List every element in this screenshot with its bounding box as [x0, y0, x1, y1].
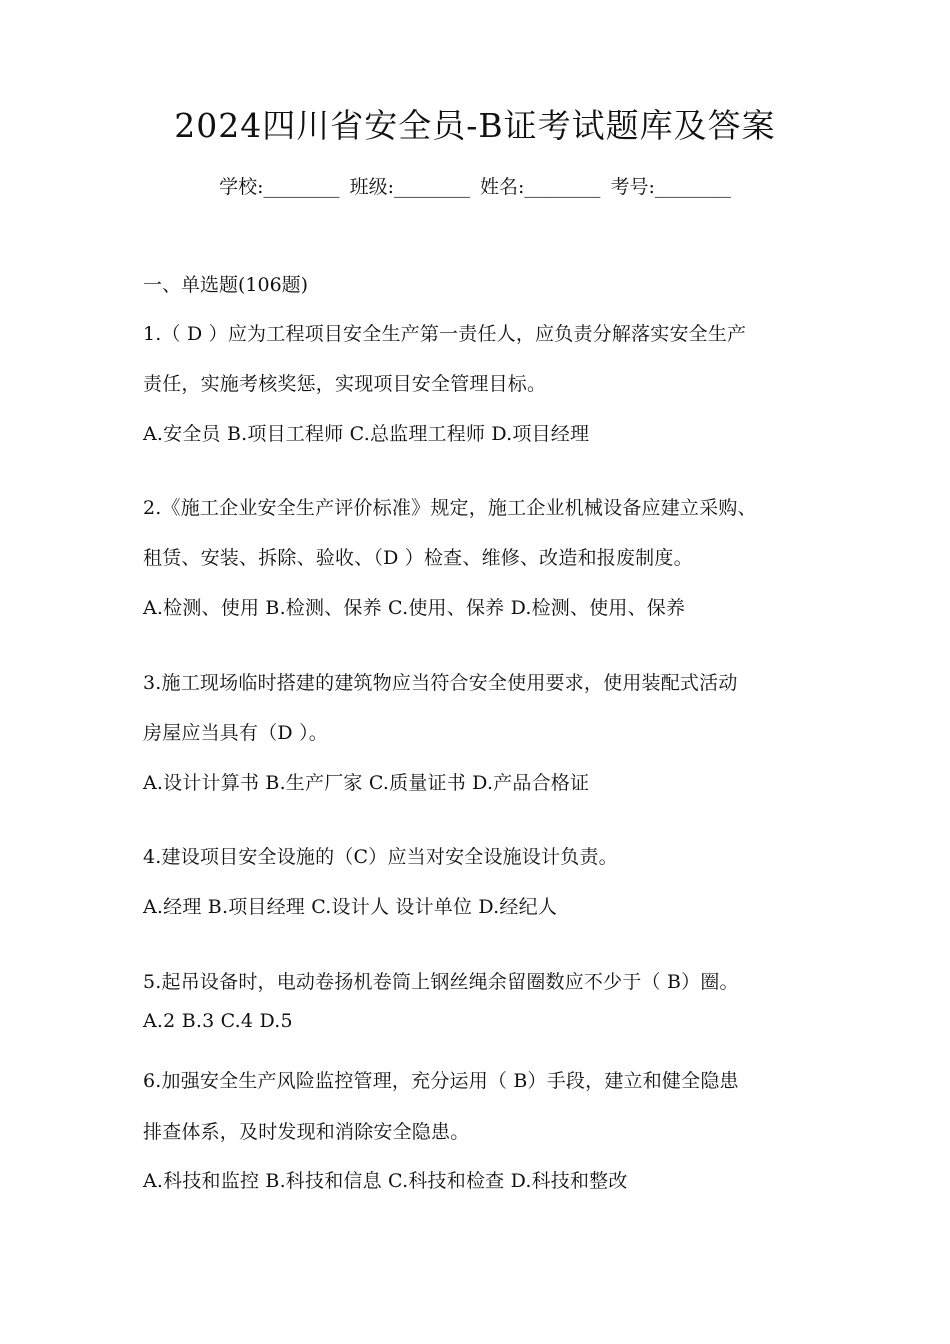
school-field: 学校:________ [219, 176, 340, 198]
student-info-line [0, 173, 950, 201]
question-2-stem-line-2: 租赁、安装、拆除、验收、（D ）检查、维修、改造和报废制度。 [143, 547, 693, 569]
document-title: 2024四川省安全员-B证考试题库及答案 [174, 106, 776, 145]
question-3-options: A.设计计算书 B.生产厂家 C.质量证书 D.产品合格证 [143, 772, 590, 794]
question-6-stem-line-2: 排查体系，及时发现和消除安全隐患。 [143, 1121, 470, 1143]
question-3-stem-line-2: 房屋应当具有（D ）。 [143, 722, 328, 744]
exam-number-field: 考号:________ [610, 176, 731, 198]
class-field: 班级:________ [349, 176, 470, 198]
question-6-stem-line-1: 6.加强安全生产风险监控管理，充分运用（ B）手段，建立和健全隐患 [143, 1070, 739, 1092]
question-2-stem-line-1: 2.《施工企业安全生产评价标准》规定，施工企业机械设备应建立采购、 [143, 497, 757, 519]
question-5-options: A.2 B.3 C.4 D.5 [143, 1010, 293, 1032]
question-3-stem-line-1: 3.施工现场临时搭建的建筑物应当符合安全使用要求，使用装配式活动 [143, 672, 738, 694]
question-4-options: A.经理 B.项目经理 C.设计人 设计单位 D.经纪人 [143, 896, 558, 918]
question-5-stem-line-1: 5.起吊设备时，电动卷扬机卷筒上钢丝绳余留圈数应不少于（ B）圈。 [143, 971, 739, 993]
question-1-stem-line-1: 1.（ D ）应为工程项目安全生产第一责任人，应负责分解落实安全生产 [143, 323, 747, 345]
question-6-options: A.科技和监控 B.科技和信息 C.科技和检查 D.科技和整改 [143, 1170, 628, 1192]
question-1-options: A.安全员 B.项目工程师 C.总监理工程师 D.项目经理 [143, 423, 590, 445]
question-2-options: A.检测、使用 B.检测、保养 C.使用、保养 D.检测、使用、保养 [143, 597, 686, 619]
question-4-stem-line-1: 4.建设项目安全设施的（C）应当对安全设施设计负责。 [143, 846, 618, 868]
section-heading-single-choice: 一、单选题(106题) [143, 274, 309, 296]
question-1-stem-line-2: 责任，实施考核奖惩，实现项目安全管理目标。 [143, 373, 547, 395]
name-field: 姓名:________ [480, 176, 601, 198]
